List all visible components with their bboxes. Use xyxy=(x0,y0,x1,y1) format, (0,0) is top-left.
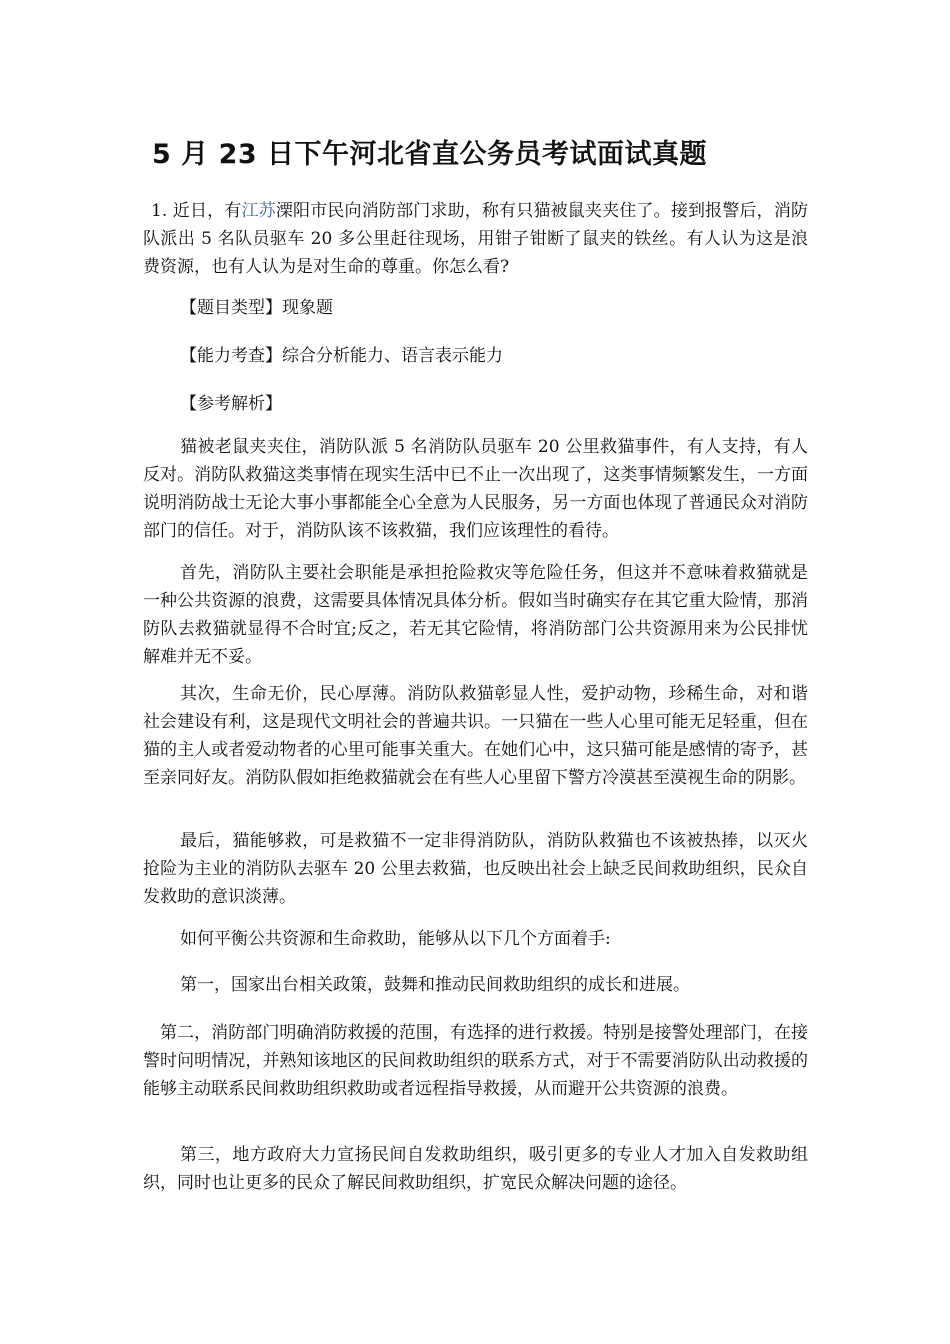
analysis-heading: 【参考解析】 xyxy=(180,394,282,414)
question-text-end: 溧阳市民向消防部门求助，称有只猫被鼠夹夹住了。接到报警后，消防队派出 5 名队员驱车 20 多公里赶往现场，用钳子钳断了鼠夹的铁丝。有人认为这是浪费资源，也有人认为是对生命的尊重。你怎么看? xyxy=(143,201,809,277)
solution-intro: 如何平衡公共资源和生命救助，能够从以下几个方面着手: xyxy=(180,929,611,949)
question-type-line: 【题目类型】现象题 xyxy=(180,298,333,318)
question-highlight-link[interactable]: 江苏 xyxy=(241,201,276,221)
ability-line: 【能力考查】综合分析能力、语言表示能力 xyxy=(180,346,503,366)
document-title: 5 月 23 日下午河北省直公务员考试面试真题 xyxy=(152,139,708,170)
analysis-paragraph-third: 最后，猫能够救，可是救猫不一定非得消防队，消防队救猫也不该被热捧，以灭火抢险为主业的消防队去驱车 20 公里去救猫，也反映出社会上缺乏民间救助组织，民众自发救助的意识淡薄。 xyxy=(143,831,808,907)
solution-point-1: 第一，国家出台相关政策，鼓舞和推动民间救助组织的成长和进展。 xyxy=(180,975,690,995)
analysis-paragraph-intro: 猫被老鼠夹夹住，消防队派 5 名消防队员驱车 20 公里救猫事件，有人支持，有人反对。消防队救猫这类事情在现实生活中已不止一次出现了，这类事情频繁发生，一方面说明消防战士无论大事小事都能全心全意为人民服务，另一方面也体现了普通民众对消防部门的信任。对于，消防队该不该救猫，我们应该理性的看待。 xyxy=(143,437,808,541)
solution-point-2: 第二，消防部门明确消防救援的范围，有选择的进行救援。特别是接警处理部门，在接警时问明情况，并熟知该地区的民间救助组织的联系方式，对于不需要消防队出动救援的能够主动联系民间救助组织救助或者远程指导救援，从而避开公共资源的浪费。 xyxy=(143,1023,808,1099)
analysis-paragraph-second: 其次，生命无价，民心厚薄。消防队救猫彰显人性，爱护动物，珍稀生命，对和谐社会建设有利，这是现代文明社会的普遍共识。一只猫在一些人心里可能无足轻重，但在猫的主人或者爱动物者的心里可能事关重大。在她们心中，这只猫可能是感情的寄予，甚至亲同好友。消防队假如拒绝救猫就会在有些人心里留下警方冷漠甚至漠视生命的阴影。 xyxy=(143,684,808,788)
analysis-paragraph-first: 首先，消防队主要社会职能是承担抢险救灾等危险任务，但这并不意味着救猫就是一种公共资源的浪费，这需要具体情况具体分析。假如当时确实存在其它重大险情，那消防队去救猫就显得不合时宜;反之，若无其它险情，将消防部门公共资源用来为公民排忧解难并无不妥。 xyxy=(143,563,808,667)
solution-point-3: 第三，地方政府大力宣扬民间自发救助组织，吸引更多的专业人才加入自发救助组织，同时也让更多的民众了解民间救助组织，扩宽民众解决问题的途径。 xyxy=(143,1145,808,1193)
question-paragraph xyxy=(143,197,808,281)
question-text-start: 1. 近日，有 xyxy=(151,201,242,221)
